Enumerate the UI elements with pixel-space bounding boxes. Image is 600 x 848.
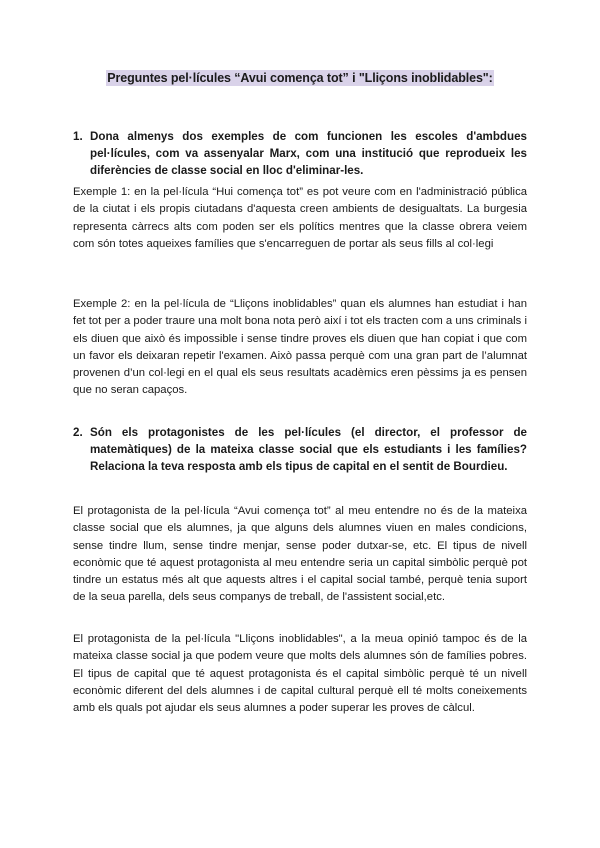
answer-2-paragraph-1: El protagonista de la pel·lícula “Avui comença tot” al meu entendre no és de la mateixa classe social que els alumnes, ja que alguns dels alumnes viuen en males condicions, sense tindre llum, sense tindre menjar, sense poder dutxar-se, etc. El tipus de nivell econòmic que té aquest protagonista al meu entendre seria un capital simbòlic perquè pot tindre un estatus més alt que aquests altres i el capital social també, perquè tenia suport de la seua parella, dels seus companys de treball, de l'assistent social,etc. [73, 505, 527, 604]
question-2 [73, 424, 527, 476]
question-2-text: Són els protagonistes de les pel·lícules (el director, el professor de matemàtiques) de la mateixa classe social que els estudiants i les famílies? Relaciona la teva resposta amb els tipus de capital en el sentit de Bourdieu. [90, 426, 527, 474]
answer-1-example-2: Exemple 2: en la pel·lícula de “Lliçons inoblidables” quan els alumnes han estudiat i han fet tot per a poder traure una molt bona nota però així i tot els tracten com a uns criminals i els diuen que això és impossible i sense tindre proves els diuen que han copiat i que com un favor els deixaran repetir l'examen. Això passa perquè com una gran part de l’alumnat provenen d’un col·legi en el qual els seus resultats acadèmics eren pèssims ja es pensen que no seran capaços. [73, 298, 527, 397]
answer-1-example-1: Exemple 1: en la pel·lícula “Hui comença tot” es pot veure com en l'administració pública de la ciutat i els propis ciutadans d'aquesta creen ambients de desigualtats. La burgesia representa càrrecs alts com poden ser els polítics mentres que la classe obrera veiem com són totes aqueixes famílies que s'encarreguen de portar als seus fills al col·legi [73, 186, 527, 250]
document-title [0, 71, 600, 85]
answer-2-paragraph-2: El protagonista de la pel·lícula "Lliçons inoblidables", a la meua opinió tampoc és de la mateixa classe social ja que podem veure que molts dels alumnes són de famílies pobres. El tipus de capital que té aquest protagonista és el capital simbòlic perquè té un nivell econòmic diferent del dels alumnes i de capital cultural perquè ell té molts coneixements amb els quals pot ajudar els seus alumnes a poder superar les proves de càlcul. [73, 633, 527, 715]
question-2-number: 2. [73, 426, 83, 439]
question-1-text: Dona almenys dos exemples de com funcionen les escoles d'ambdues pel·lícules, com va assenyalar Marx, com una institució que reprodueix les diferències de classe social en lloc d'eliminar-les. [90, 130, 527, 178]
document-title-text: Preguntes pel·lícules “Avui comença tot” i "Lliçons inoblidables": [107, 71, 493, 85]
question-1-number: 1. [73, 130, 83, 143]
question-1 [73, 128, 527, 180]
